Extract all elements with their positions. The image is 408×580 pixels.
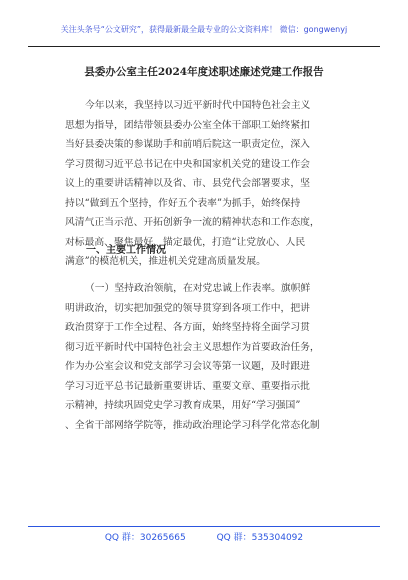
- footer-qq-group-1: QQ 群：30265665: [104, 533, 186, 543]
- header-divider: [28, 46, 380, 47]
- paragraph-line: 示精神，持续巩固党史学习教育成果，用好“学习强国”: [65, 400, 301, 411]
- paragraph-line: 、全省干部网络学院等，推动政治理论学习科学化常态化制: [65, 419, 320, 431]
- paragraph-line: 持以“做到五个坚持，作好五个表率”为抓手，始终保持: [65, 197, 301, 209]
- paragraph-line: 学习习近平总书记最新重要讲话、重要文章、重要指示批: [65, 380, 310, 392]
- paragraph-line: 政治贯穿于工作全过程、各方面，始终坚持将全面学习贯: [65, 322, 310, 333]
- paragraph-line: 明讲政治，切实把加强党的领导贯穿到各项工作中，把讲: [65, 302, 310, 314]
- paragraph-line: 议上的重要讲话精神以及省、市、县党代会部署要求，坚: [65, 178, 310, 189]
- footer-divider: [28, 526, 380, 527]
- subsection-paragraph: [65, 279, 343, 435]
- paragraph-line: 满意”的模范机关，推进机关党建高质量发展。: [65, 256, 266, 267]
- document-title: 县委办公室主任2024年度述职述廉述党建工作报告: [84, 66, 324, 78]
- paragraph-line: 对标最高、聚焦最好、锚定最优，打造“让党放心、人民: [65, 236, 306, 248]
- footer-qq-group-2: QQ 群：535304092: [216, 533, 304, 543]
- paragraph-line: 彻习近平新时代中国特色社会主义思想作为首要政治任务，: [65, 341, 320, 353]
- header-banner: 关注头条号“公文研究”，获得最新最全最专业的公文资料库！ 微信：gongwenyj: [60, 25, 348, 34]
- paragraph-line: 今年以来，我坚持以习近平新时代中国特色社会主义: [85, 100, 311, 111]
- footer-bar: [0, 530, 408, 543]
- paragraph-line: 作为办公室会议和党支部学习会议等第一议题，及时跟进: [65, 361, 310, 372]
- paragraph-line: （一）坚持政治领航，在对党忠诚上作表率。旗帜鲜: [85, 283, 311, 294]
- paragraph-line: 学习贯彻习近平总书记在中央和国家机关党的建设工作会: [65, 158, 310, 170]
- paragraph-line: 当好县委决策的参谋助手和前哨后院这一职责定位，深入: [65, 139, 310, 150]
- paragraph-line: 风清气正当示范、开拓创新争一流的精神状态和工作态度，: [65, 217, 320, 228]
- section-heading: 一、主要工作情况: [86, 245, 166, 256]
- paragraph-line: 思想为指导，团结带领县委办公室全体干部职工始终紧扣: [65, 119, 310, 131]
